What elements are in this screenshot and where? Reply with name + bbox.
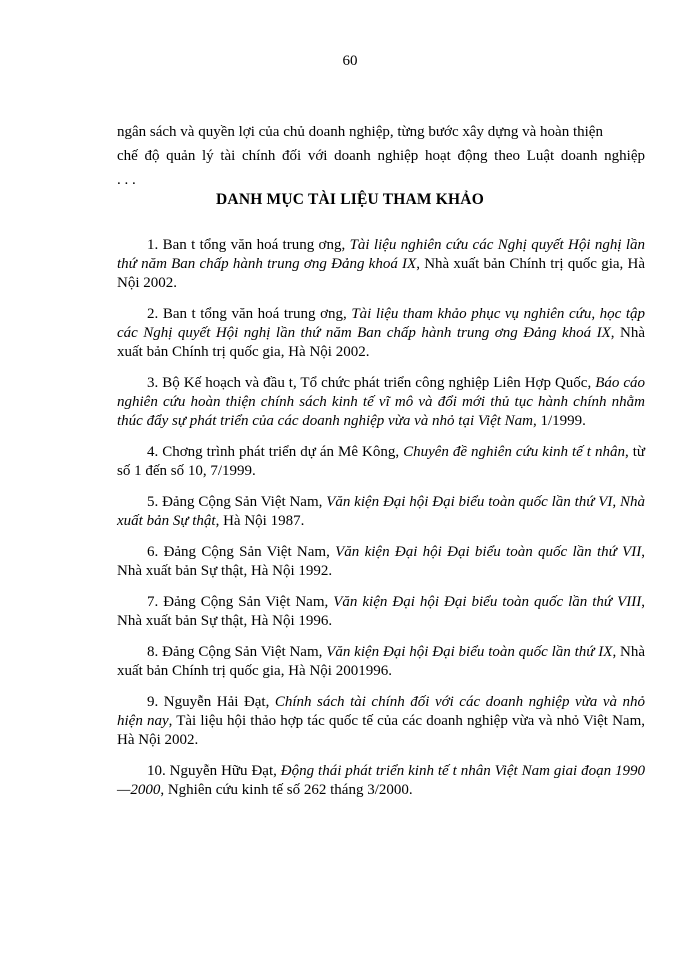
reference-item [117, 374, 645, 431]
reference-publisher: , Hà Nội 1987. [215, 513, 305, 529]
reference-title: Tài liệu tham khảo phục vụ nghiên cứu, học tập các Nghị quyết Hội nghị lần thứ năm Ban chấp hành trung ơng Đảng khoá IX [117, 306, 645, 341]
reference-publisher: , Nhà xuất bản Sự thật, Hà Nội 1992. [117, 544, 646, 579]
intro-line: chế độ quản lý tài chính đối với doanh nghiệp hoạt động theo Luật doanh nghiệp [117, 148, 645, 164]
reference-title: Báo cáo nghiên cứu hoàn thiện chính sách kinh tế vĩ mô và đổi mới thủ tục hành chính nhằm thúc đẩy sự phát triển của các doanh nghiệp vừa và nhỏ tại Việt Nam [117, 375, 646, 429]
reference-publisher: , Nghiên cứu kinh tế số 262 tháng 3/2000. [160, 782, 413, 798]
reference-number: 5. [147, 494, 159, 510]
reference-item [117, 305, 645, 362]
reference-authors: Nguyễn Hải Đạt, [163, 694, 275, 710]
reference-number: 2. [147, 306, 159, 322]
reference-title: Chuyên đề nghiên cứu kinh tế t nhân [403, 444, 625, 460]
reference-number: 1. [147, 237, 159, 253]
reference-title: Động thái phát triển kinh tế t nhân Việt Nam giai đoạn 1990 —2000 [117, 763, 645, 798]
reference-title: Văn kiện Đại hội Đại biểu toàn quốc lần thứ VI, Nhà xuất bản Sự thật [117, 494, 645, 529]
reference-title: Văn kiện Đại hội Đại biểu toàn quốc lần thứ VIII [333, 594, 642, 610]
intro-line: ngân sách và quyền lợi của chủ doanh nghiệp, từng bước xây dựng và hoàn thiện [117, 124, 603, 140]
reference-item [117, 236, 645, 293]
reference-number: 8. [147, 644, 159, 660]
reference-number: 4. [147, 444, 159, 460]
reference-authors: Đảng Cộng Sản Việt Nam, [162, 644, 327, 660]
reference-title: Tài liệu nghiên cứu các Nghị quyết Hội nghị lần thứ năm Ban chấp hành trung ơng Đảng khoá IX [117, 237, 645, 272]
reference-authors: Chơng trình phát triển dự án Mê Kông, [162, 444, 404, 460]
reference-item [117, 693, 645, 750]
reference-authors: Ban t tổng văn hoá trung ơng, [162, 237, 350, 253]
reference-list [117, 236, 645, 812]
reference-number: 3. [147, 375, 159, 391]
reference-item [117, 543, 645, 581]
reference-title: Văn kiện Đại hội Đại biểu toàn quốc lần thứ VII [335, 544, 642, 560]
reference-publisher: , từ số 1 đến số 10, 7/1999. [117, 444, 646, 479]
reference-authors: Nguyễn Hữu Đạt, [169, 763, 281, 779]
reference-title: Chính sách tài chính đối với các doanh nghiệp vừa và nhỏ hiện nay [117, 694, 645, 729]
references-heading: DANH MỤC TÀI LIỆU THAM KHẢO [216, 191, 484, 208]
reference-publisher: , Nhà xuất bản Chính trị quốc gia, Hà Nội 2002. [117, 256, 645, 291]
reference-authors: Đảng Cộng Sản Việt Nam, [162, 494, 327, 510]
page-number: 60 [342, 53, 358, 69]
reference-item [117, 643, 645, 681]
reference-publisher: , 1/1999. [533, 413, 586, 429]
reference-number: 6. [147, 544, 159, 560]
reference-authors: Đảng Cộng Sản Việt Nam, [163, 594, 334, 610]
reference-item [117, 593, 645, 631]
reference-item [117, 762, 645, 800]
reference-item [117, 443, 645, 481]
reference-item [117, 493, 645, 531]
intro-paragraph [117, 120, 645, 192]
intro-line: . . . [117, 172, 136, 188]
reference-number: 7. [147, 594, 159, 610]
reference-authors: Bộ Kế hoạch và đầu t, Tổ chức phát triển công nghiệp Liên Hợp Quốc, [162, 375, 596, 391]
reference-publisher: , Nhà xuất bản Sự thật, Hà Nội 1996. [117, 594, 646, 629]
reference-publisher: , Tài liệu hội thảo hợp tác quốc tế của các doanh nghiệp vừa và nhỏ Việt Nam, Hà Nội 2002. [117, 713, 645, 748]
reference-publisher: , Nhà xuất bản Chính trị quốc gia, Hà Nội 2002. [117, 325, 645, 360]
reference-authors: Ban t tổng văn hoá trung ơng, [162, 306, 352, 322]
reference-publisher: , Nhà xuất bản Chính trị quốc gia, Hà Nội 2001996. [117, 644, 646, 679]
reference-number: 9. [147, 694, 159, 710]
reference-authors: Đảng Cộng Sản Việt Nam, [163, 544, 336, 560]
reference-title: Văn kiện Đại hội Đại biểu toàn quốc lần thứ IX [326, 644, 613, 660]
reference-number: 10. [147, 763, 166, 779]
